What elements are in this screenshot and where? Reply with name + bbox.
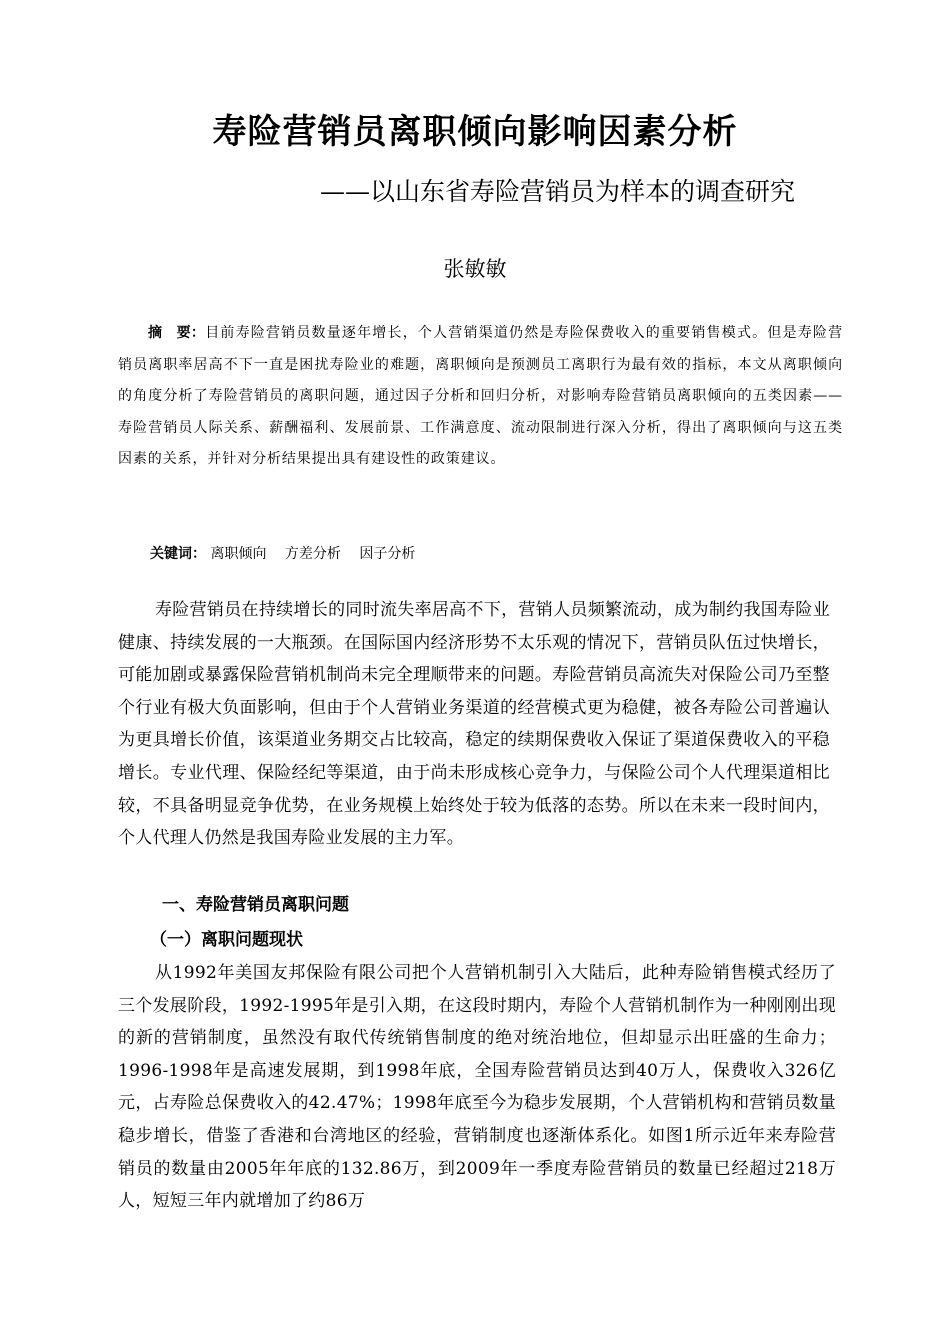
- keywords-label: 关键词：: [150, 546, 206, 562]
- section-heading: 一、寿险营销员离职问题: [162, 895, 349, 915]
- body-paragraph: 从1992年美国友邦保险有限公司把个人营销机制引入大陆后，此种寿险销售模式经历了三个发展阶段，1992-1995年是引入期，在这段时期内，寿险个人营销机制作为一种刚刚出现的新的营销制度，虽然没有取代传统销售制度的绝对统治地位，但却显示出旺盛的生命力；1996-1998年是高速发展期，到1998年底，全国寿险营销员达到40万人，保费收入326亿元，占寿险总保费收入的42.47%；1998年底至今为稳步发展期，个人营销机构和营销员数量稳步增长，借鉴了香港和台湾地区的经验，营销制度也逐渐体系化。如图1所示近年来寿险营销员的数量由2005年年底的132.86万，到2009年一季度寿险营销员的数量已经超过218万人，短短三年内就增加了约86万: [118, 963, 836, 1212]
- keyword: 方差分析: [284, 546, 341, 562]
- abstract-text: 目前寿险营销员数量逐年增长，个人营销渠道仍然是寿险保费收入的重要销售模式。但是寿险营销员离职率居高不下一直是困扰寿险业的难题，离职倾向是预测员工离职行为最有效的指标，本文从离职倾向的角度分析了寿险营销员的离职问题，通过因子分析和回归分析，对影响寿险营销员离职倾向的五类因素——寿险营销员人际关系、薪酬福利、发展前景、工作满意度、流动限制进行深入分析，得出了离职倾向与这五类因素的关系，并针对分析结果提出具有建设性的政策建议。: [118, 325, 843, 467]
- paper-subtitle: ——以山东省寿险营销员为样本的调查研究: [320, 177, 796, 206]
- keyword: 离职倾向: [210, 546, 267, 562]
- paper-title: 寿险营销员离职倾向影响因素分析: [212, 112, 738, 152]
- intro-paragraph: 寿险营销员在持续增长的同时流失率居高不下，营销人员频繁流动，成为制约我国寿险业健康、持续发展的一大瓶颈。在国际国内经济形势不太乐观的情况下，营销员队伍过快增长，可能加剧或暴露保险营销机制尚未完全理顺带来的问题。寿险营销员高流失对保险公司乃至整个行业有极大负面影响，但由于个人营销业务渠道的经营模式更为稳健，被各寿险公司普遍认为更具增长价值，该渠道业务期交占比较高，稳定的续期保费收入保证了渠道保费收入的平稳增长。专业代理、保险经纪等渠道，由于尚未形成核心竞争力，与保险公司个人代理渠道相比较，不具备明显竞争优势，在业务规模上始终处于较为低落的态势。所以在未来一段时间内，个人代理人仍然是我国寿险业发展的主力军。: [118, 600, 830, 849]
- keywords: [150, 540, 429, 568]
- keyword: 因子分析: [359, 546, 416, 562]
- abstract-label: 摘 要：: [148, 325, 206, 341]
- author-name: 张敏敏: [443, 257, 507, 281]
- subsection-heading: （一）离职问题现状: [150, 930, 303, 950]
- abstract: [118, 318, 843, 476]
